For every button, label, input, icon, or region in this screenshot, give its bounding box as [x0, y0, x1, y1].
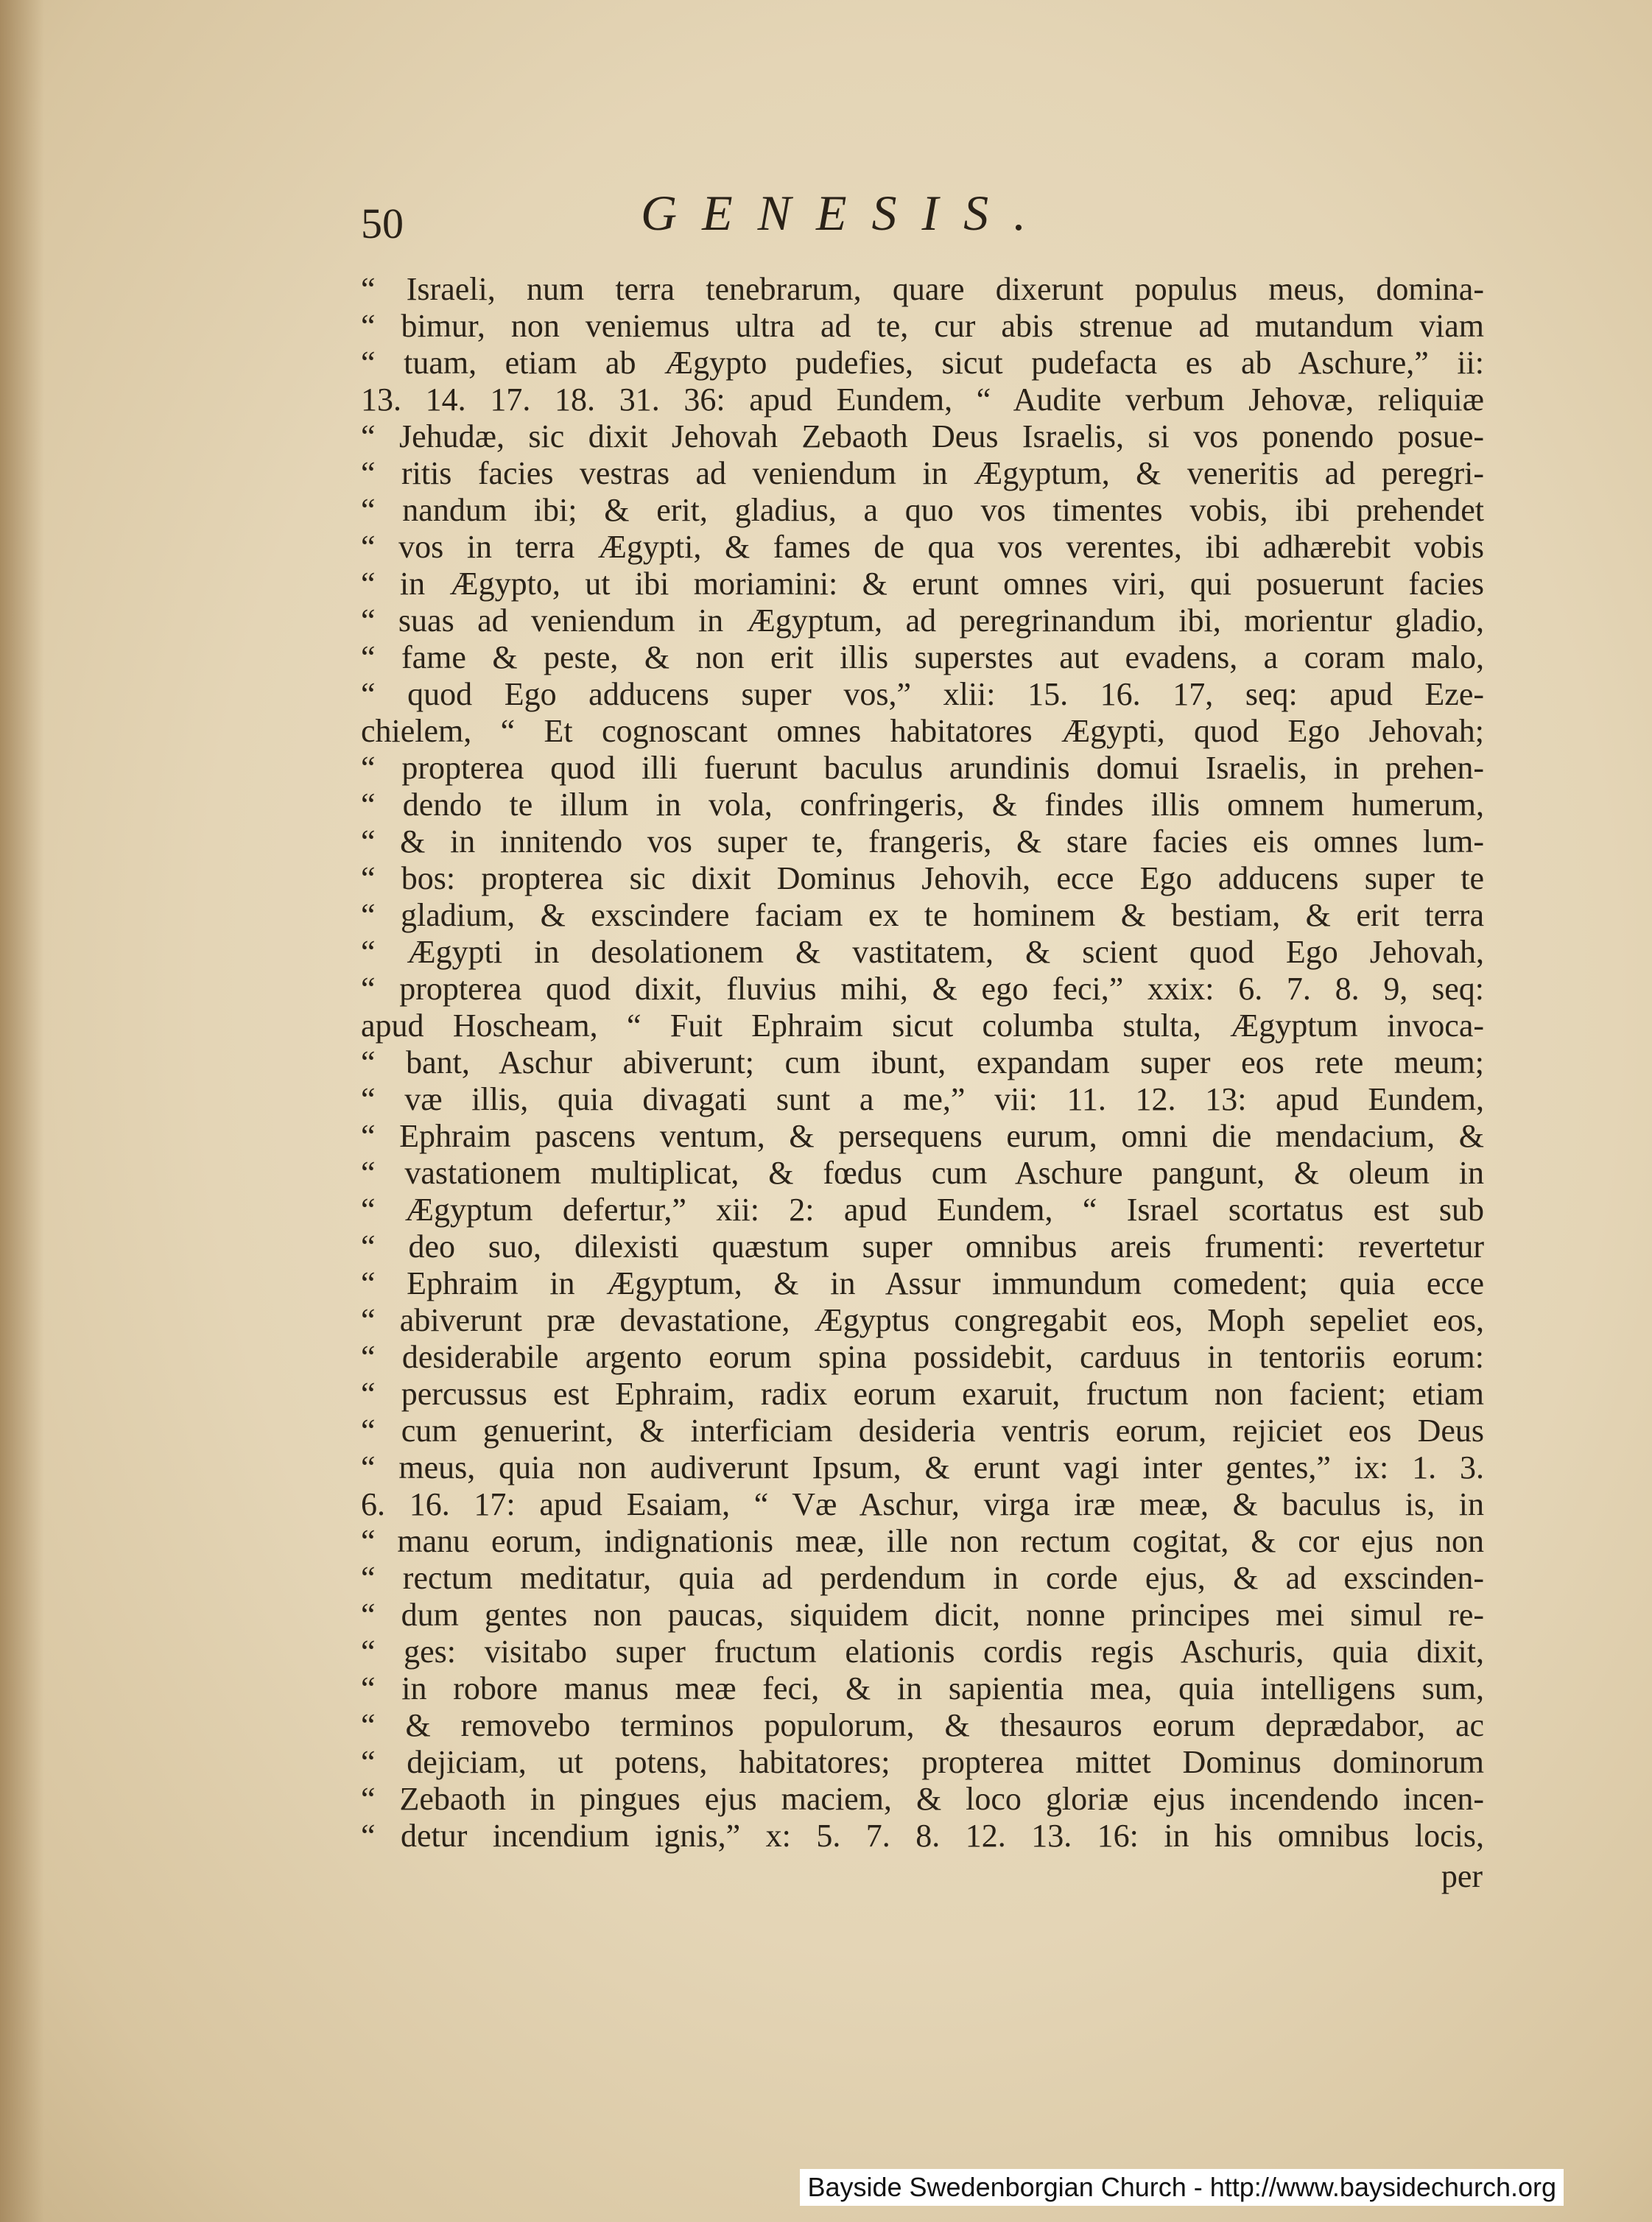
text-line: “ propterea quod illi fuerunt baculus arundinis domui Israelis, in prehen-: [361, 750, 1484, 786]
text-line: “ bimur, non veniemus ultra ad te, cur abis strenue ad mutandum viam: [361, 308, 1484, 344]
text-line: “ ges: visitabo super fructum elationis cordis regis Aschuris, quia dixit,: [361, 1634, 1484, 1670]
text-line: “ Zebaoth in pingues ejus maciem, & loco gloriæ ejus incendendo incen-: [361, 1781, 1484, 1817]
text-line: “ Ephraim in Ægyptum, & in Assur immundum comedent; quia ecce: [361, 1265, 1484, 1301]
text-line: “ rectum meditatur, quia ad perdendum in corde ejus, & ad exscinden-: [361, 1560, 1484, 1596]
text-line: “ vastationem multiplicat, & fœdus cum Aschure pangunt, & oleum in: [361, 1155, 1484, 1191]
running-title: GENESIS.: [641, 185, 1052, 241]
text-line: apud Hoscheam, “ Fuit Ephraim sicut columba stulta, Ægyptum invoca-: [361, 1008, 1484, 1044]
text-line: “ & in innitendo vos super te, frangeris, & stare facies eis omnes lum-: [361, 823, 1484, 859]
text-line: “ detur incendium ignis,” x: 5. 7. 8. 12. 13. 16: in his omnibus locis,: [361, 1818, 1484, 1854]
text-line: “ Ægypti in desolationem & vastitatem, & scient quod Ego Jehovah,: [361, 934, 1484, 970]
text-line: “ væ illis, quia divagati sunt a me,” vii: 11. 12. 13: apud Eundem,: [361, 1081, 1484, 1117]
text-line: “ tuam, etiam ab Ægypto pudefies, sicut pudefacta es ab Aschure,” ii:: [361, 345, 1484, 381]
text-line: 6. 16. 17: apud Esaiam, “ Væ Aschur, virga iræ meæ, & baculus is, in: [361, 1486, 1484, 1522]
text-line: “ gladium, & exscindere faciam ex te hominem & bestiam, & erit terra: [361, 897, 1484, 933]
text-line: “ suas ad veniendum in Ægyptum, ad peregrinandum ibi, morientur gladio,: [361, 602, 1484, 639]
text-line: “ & removebo terminos populorum, & thesauros eorum deprædabor, ac: [361, 1707, 1484, 1743]
text-line: “ bant, Aschur abiverunt; cum ibunt, expandam super eos rete meum;: [361, 1044, 1484, 1080]
text-line: “ cum genuerint, & interficiam desideria ventris eorum, rejiciet eos Deus: [361, 1413, 1484, 1449]
text-line: “ dum gentes non paucas, siquidem dicit, nonne principes mei simul re-: [361, 1597, 1484, 1633]
text-line: “ desiderabile argento eorum spina possidebit, carduus in tentoriis eorum:: [361, 1339, 1484, 1375]
text-line: “ nandum ibi; & erit, gladius, a quo vos timentes vobis, ibi prehendet: [361, 492, 1484, 528]
text-line: “ Jehudæ, sic dixit Jehovah Zebaoth Deus Israelis, si vos ponendo posue-: [361, 418, 1484, 454]
text-line: “ in robore manus meæ feci, & in sapientia mea, quia intelligens sum,: [361, 1670, 1484, 1706]
text-line: chielem, “ Et cognoscant omnes habitatores Ægypti, quod Ego Jehovah;: [361, 713, 1484, 749]
text-line: “ manu eorum, indignationis meæ, ille non rectum cogitat, & cor ejus non: [361, 1523, 1484, 1559]
text-line: “ Ephraim pascens ventum, & persequens eurum, omni die mendacium, &: [361, 1118, 1484, 1154]
body-text: [361, 271, 1484, 1854]
text-line: “ fame & peste, & non erit illis superstes aut evadens, a coram malo,: [361, 639, 1484, 675]
text-line: “ abiverunt præ devastatione, Ægyptus congregabit eos, Moph sepeliet eos,: [361, 1302, 1484, 1338]
text-line: “ Ægyptum defertur,” xii: 2: apud Eundem, “ Israel scortatus est sub: [361, 1192, 1484, 1228]
source-footer: Bayside Swedenborgian Church - http://www.baysidechurch.org: [800, 2169, 1564, 2206]
text-line: “ meus, quia non audiverunt Ipsum, & erunt vagi inter gentes,” ix: 1. 3.: [361, 1449, 1484, 1486]
text-line: “ percussus est Ephraim, radix eorum exaruit, fructum non facient; etiam: [361, 1376, 1484, 1412]
text-line: 13. 14. 17. 18. 31. 36: apud Eundem, “ Audite verbum Jehovæ, reliquiæ: [361, 382, 1484, 418]
text-line: “ quod Ego adducens super vos,” xlii: 15. 16. 17, seq: apud Eze-: [361, 676, 1484, 712]
catchword: per: [1441, 1858, 1483, 1894]
text-line: “ dendo te illum in vola, confringeris, & findes illis omnem humerum,: [361, 787, 1484, 823]
page-binding-shadow: [0, 0, 44, 2222]
text-line: “ dejiciam, ut potens, habitatores; propterea mittet Dominus dominorum: [361, 1744, 1484, 1780]
text-line: “ ritis facies vestras ad veniendum in Ægyptum, & veneritis ad peregri-: [361, 455, 1484, 491]
page-number: 50: [361, 200, 404, 247]
text-line: “ bos: propterea sic dixit Dominus Jehovih, ecce Ego adducens super te: [361, 860, 1484, 896]
text-line: “ propterea quod dixit, fluvius mihi, & ego feci,” xxix: 6. 7. 8. 9, seq:: [361, 971, 1484, 1007]
text-line: “ deo suo, dilexisti quæstum super omnibus areis frumenti: revertetur: [361, 1228, 1484, 1265]
text-line: “ in Ægypto, ut ibi moriamini: & erunt omnes viri, qui posuerunt facies: [361, 566, 1484, 602]
text-line: “ Israeli, num terra tenebrarum, quare dixerunt populus meus, domina-: [361, 271, 1484, 307]
text-line: “ vos in terra Ægypti, & fames de qua vos verentes, ibi adhærebit vobis: [361, 529, 1484, 565]
